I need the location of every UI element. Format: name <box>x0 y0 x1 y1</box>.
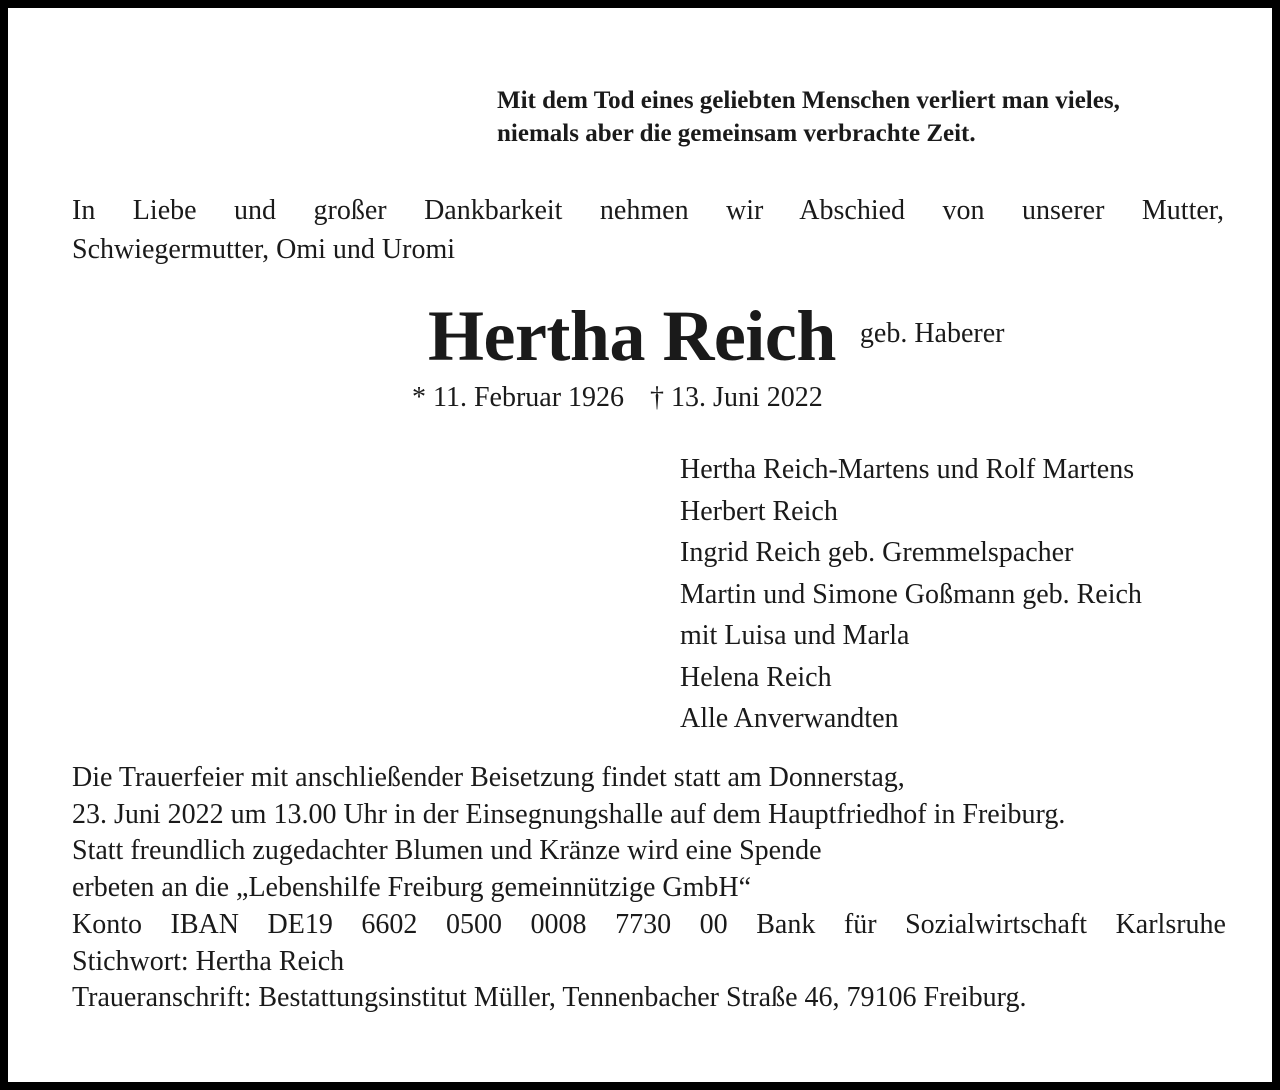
maiden-name: geb. Haberer <box>859 318 1005 349</box>
info-line-1: Die Trauerfeier mit anschließender Beisetzung findet statt am Donnerstag, <box>72 762 905 793</box>
life-dates <box>412 380 823 416</box>
info-line-3: Statt freundlich zugedachter Blumen und Kränze wird eine Spende <box>72 835 822 867</box>
motto-line-2: niemals aber die gemeinsam verbrachte Zeit. <box>497 120 976 147</box>
mourner-item: Alle Anverwandten <box>680 703 899 734</box>
keyword-line: Stichwort: Hertha Reich <box>72 945 345 977</box>
death-date: † 13. Juni 2022 <box>650 382 823 413</box>
bank-account-line: Konto IBAN DE19 6602 0500 0008 7730 00 Bank für Sozialwirtschaft Karlsruhe <box>72 908 1226 940</box>
motto-line-1: Mit dem Tod eines geliebten Menschen verliert man vieles, <box>497 87 1120 114</box>
info-line-2: 23. Juni 2022 um 13.00 Uhr in der Einsegnungshalle auf dem Hauptfriedhof in Freiburg. <box>72 798 1066 830</box>
mourner-item: Hertha Reich-Martens und Rolf Martens <box>680 454 1135 485</box>
intro-line-1: In Liebe und großer Dankbarkeit nehmen wir Abschied von unserer Mutter, <box>72 195 1224 226</box>
mourner-item: Herbert Reich <box>680 495 838 527</box>
motto-quote <box>497 84 1257 150</box>
deceased-name-row <box>428 294 1005 378</box>
deceased-name: Hertha Reich <box>428 296 836 376</box>
funeral-info <box>72 760 1226 1017</box>
mourners-list <box>680 449 1142 740</box>
mourner-item: Martin und Simone Goßmann geb. Reich <box>680 578 1142 610</box>
mourning-address-line: Traueranschrift: Bestattungsinstitut Müller, Tennenbacher Straße 46, 79106 Freiburg. <box>72 982 1027 1014</box>
info-line-4: erbeten an die „Lebenshilfe Freiburg gemeinnützige GmbH“ <box>72 872 752 904</box>
intro-text <box>72 191 1224 269</box>
mourner-item: Helena Reich <box>680 661 832 693</box>
mourner-item: Ingrid Reich geb. Gremmelspacher <box>680 537 1074 568</box>
birth-date: * 11. Februar 1926 <box>412 382 625 413</box>
intro-line-2: Schwiegermutter, Omi und Uromi <box>72 234 456 265</box>
mourner-item: mit Luisa und Marla <box>680 620 910 651</box>
